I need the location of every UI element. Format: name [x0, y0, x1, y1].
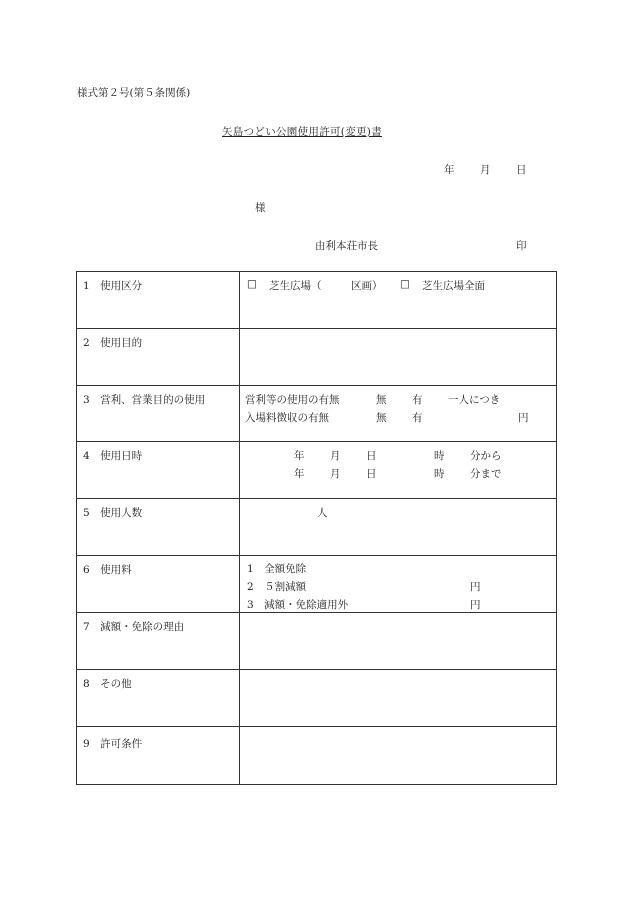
option-lawn-section: 芝生広場（ — [269, 280, 322, 292]
yen-unit: 円 — [470, 599, 481, 611]
row-usage-datetime — [77, 442, 556, 499]
row-label: 3 営利、営業目的の使用 — [83, 394, 206, 406]
row-usage-category — [77, 272, 556, 329]
row-label: 6 使用料 — [83, 564, 132, 576]
start-hour-label: 時 — [434, 450, 445, 462]
per-person-label: 一人につき — [448, 394, 501, 406]
row-label: 5 使用人数 — [83, 507, 143, 519]
start-year-label: 年 — [294, 450, 305, 462]
commercial-use-label: 営利等の使用の有無 — [245, 394, 340, 406]
yen-unit: 円 — [470, 581, 481, 593]
seal-mark: 印 — [516, 240, 527, 252]
row-label: 7 減額・免除の理由 — [83, 621, 185, 633]
checkbox-lawn-section[interactable]: □ — [247, 278, 257, 290]
commercial-use-no[interactable]: 無 — [376, 394, 387, 406]
fee-option-full-exemption[interactable]: 1 全額免除 — [247, 563, 307, 575]
row-label: 8 その他 — [83, 678, 132, 690]
document-title: 矢島つどい公園使用許可(変更)書 — [222, 126, 382, 138]
addressee-suffix: 様 — [255, 202, 266, 214]
start-minute-label: 分から — [470, 450, 502, 462]
option-lawn-full: 芝生広場全面 — [422, 280, 485, 292]
commercial-use-yes[interactable]: 有 — [412, 394, 423, 406]
issuer-name: 由利本荘市長 — [315, 240, 378, 252]
row-permit-conditions — [77, 727, 556, 784]
start-month-label: 月 — [330, 450, 341, 462]
fee-option-half-reduction[interactable]: 2 ５割減額 — [247, 581, 307, 593]
fee-option-not-applicable[interactable]: 3 減額・免除適用外 — [247, 599, 349, 611]
end-hour-label: 時 — [434, 468, 445, 480]
row-usage-fee — [77, 556, 556, 613]
date-day-label: 日 — [516, 164, 527, 176]
checkbox-lawn-full[interactable]: □ — [400, 278, 410, 290]
row-label: 9 許可条件 — [83, 738, 143, 750]
row-exemption-reason — [77, 613, 556, 670]
admission-fee-yes[interactable]: 有 — [412, 412, 423, 424]
end-minute-label: 分まで — [470, 468, 502, 480]
admission-fee-label: 入場料徴収の有無 — [245, 412, 329, 424]
row-label: 4 使用日時 — [83, 450, 143, 462]
form-number-label: 様式第２号(第５条関係) — [77, 87, 191, 99]
row-number-of-users — [77, 499, 556, 556]
persons-unit: 人 — [317, 507, 328, 519]
admission-fee-no[interactable]: 無 — [376, 412, 387, 424]
end-month-label: 月 — [330, 468, 341, 480]
date-year-label: 年 — [444, 164, 455, 176]
row-usage-purpose — [77, 329, 556, 386]
permit-form-table — [76, 271, 557, 785]
start-day-label: 日 — [366, 450, 377, 462]
date-month-label: 月 — [480, 164, 491, 176]
section-count-unit: 区画） — [351, 280, 383, 292]
row-label: 2 使用目的 — [83, 337, 143, 349]
end-year-label: 年 — [294, 468, 305, 480]
end-day-label: 日 — [366, 468, 377, 480]
row-label: 1 使用区分 — [83, 280, 143, 292]
row-other — [77, 670, 556, 727]
yen-unit: 円 — [518, 412, 529, 424]
row-commercial-use — [77, 386, 556, 442]
